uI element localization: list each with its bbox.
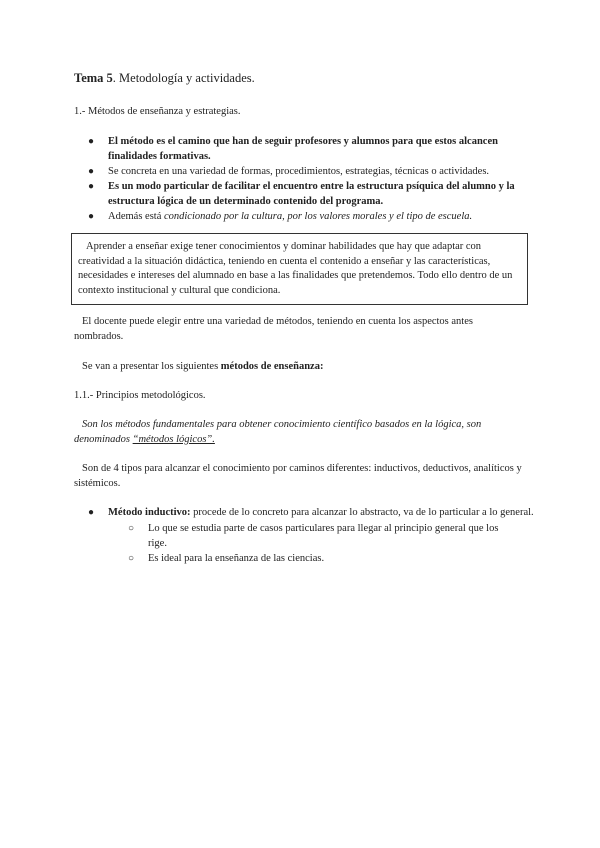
section-heading-1-1: 1.1.- Principios metodológicos.: [74, 390, 206, 401]
circle-bullet-icon: ○: [128, 523, 135, 534]
sub-list-item: ○ Es ideal para la enseñanza de las ciencias.: [128, 553, 325, 564]
bullet-list: [88, 134, 538, 224]
list-item: ● Es un modo particular de facilitar el encuentro entre la estructura psíquica del alumno y la estructura lógica de un determinado contenido del programa.: [88, 181, 515, 207]
bullet-icon: ●: [88, 136, 95, 147]
paragraph-presentar: Se van a presentar los siguientes métodos de enseñanza:: [82, 361, 324, 372]
bullet-icon: ●: [88, 211, 95, 222]
title-number: Tema 5: [74, 71, 113, 85]
boxed-quote: Aprender a enseñar exige tener conocimientos y dominar habilidades que hay que adaptar con creatividad a la situación didáctica, teniendo en cuenta el contenido a enseñar y las características, necesidades e intereses del alumnado en base a las finalidades que pretendemos. Todo ello dentro de un contexto institucional y cultural que condiciona.: [71, 233, 528, 305]
inductive-list: [88, 505, 538, 566]
paragraph-docente: El docente puede elegir entre una variedad de métodos, teniendo en cuenta los aspectos antes nombrados.: [74, 316, 473, 342]
section-heading-1: 1.- Métodos de enseñanza y estrategias.: [74, 106, 241, 117]
bullet-icon: ●: [88, 166, 95, 177]
sub-list: [128, 521, 518, 566]
list-item: ● El método es el camino que han de seguir profesores y alumnos para que estos alcancen finalidades formativas.: [88, 136, 498, 162]
paragraph-logicos: Son los métodos fundamentales para obtener conocimiento científico basados en la lógica, son denominados “métodos lógicos”.: [74, 419, 482, 445]
bullet-icon: ●: [88, 181, 95, 192]
title-text: . Metodología y actividades.: [112, 71, 255, 85]
list-item: ● Además está condicionado por la cultura, por los valores morales y el tipo de escuela.: [88, 211, 473, 222]
list-item: ● Se concreta en una variedad de formas, procedimientos, estrategias, técnicas o actividades.: [88, 166, 490, 177]
bullet-icon: ●: [88, 507, 95, 518]
circle-bullet-icon: ○: [128, 553, 135, 564]
sub-list-item: ○ Lo que se estudia parte de casos particulares para llegar al principio general que los rige.: [128, 523, 499, 549]
list-item: ● Método inductivo: procede de lo concreto para alcanzar lo abstracto, va de lo particular a lo general.: [88, 507, 534, 518]
paragraph-tipos: Son de 4 tipos para alcanzar el conocimiento por caminos diferentes: inductivos, deductivos, analíticos y sistémicos.: [74, 463, 522, 489]
page-title: [74, 71, 255, 86]
